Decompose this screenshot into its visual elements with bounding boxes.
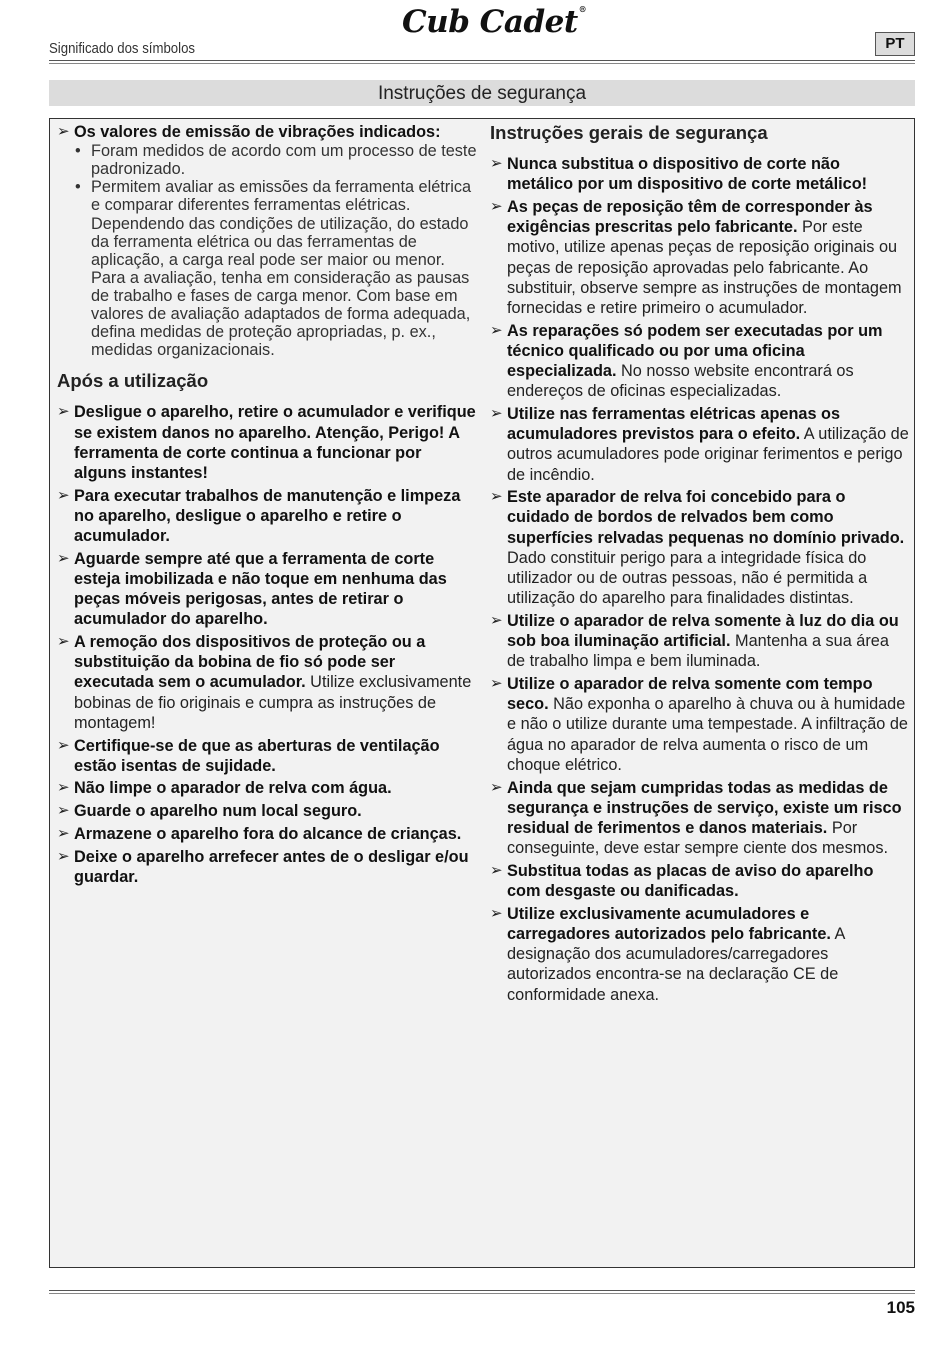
safety-item-bold: Utilize exclusivamente acumuladores e carregadores autorizados pelo fabricante. (507, 904, 831, 944)
safety-item-text: Não exponha o aparelho à chuva ou à humidade e não o utilize durante uma tempestade. A infiltração de água no aparador de relva aumenta o risco de um choque elétrico. (507, 695, 908, 774)
arrow-bullet-icon: ➢ (490, 404, 503, 422)
arrow-bullet-icon: ➢ (57, 633, 70, 651)
safety-item-bold: As peças de reposição têm de corresponder às exigências prescritas pelo fabricante. (507, 197, 873, 237)
registered-mark: ® (578, 4, 587, 14)
arrow-bullet-icon: ➢ (490, 904, 503, 922)
header-subtitle: Significado dos símbolos (49, 40, 196, 57)
arrow-bullet-icon: ➢ (57, 549, 70, 567)
safety-item-text: A utilização de outros acumuladores pode originar ferimentos e perigo de incêndio. (507, 425, 909, 484)
safety-item-bold: Desligue o aparelho, retire o acumulador e verifique se existem danos no aparelho. Atenção, Perigo! A ferramenta de corte continua a funcionar por alguns instantes! (74, 403, 476, 482)
safety-item (57, 824, 477, 844)
safety-item (490, 154, 910, 194)
brand-logo (402, 4, 586, 40)
safety-item (490, 778, 910, 859)
safety-item-bold: Certifique-se de que as aberturas de ventilação estão isentas de sujidade. (74, 736, 440, 775)
arrow-bullet-icon: ➢ (490, 778, 503, 796)
safety-item-bold: Aguarde sempre até que a ferramenta de corte esteja imobilizada e não toque em nenhuma das peças móveis perigosas, antes de retirar o acumulador do aparelho. (74, 549, 447, 629)
arrow-bullet-icon: ➢ (490, 488, 503, 506)
safety-item (490, 197, 910, 318)
header-rule (49, 60, 915, 61)
safety-item (490, 611, 910, 672)
left-column (57, 122, 477, 890)
safety-item-bold: Nunca substitua o dispositivo de corte não metálico por um dispositivo de corte metálico! (507, 155, 868, 194)
safety-item-bold: Guarde o aparelho num local seguro. (74, 802, 362, 821)
content-box (49, 118, 915, 1268)
safety-item (490, 487, 910, 608)
arrow-bullet-icon: ➢ (57, 824, 70, 842)
vibration-intro: Os valores de emissão de vibrações indicados: (74, 123, 441, 141)
arrow-bullet-icon: ➢ (57, 486, 70, 504)
safety-item (57, 632, 477, 733)
arrow-bullet-icon: ➢ (57, 736, 70, 754)
arrow-bullet-icon: ➢ (57, 123, 70, 140)
bullet-text: Foram medidos de acordo com um processo de teste padronizado. (91, 142, 477, 179)
safety-item (490, 404, 910, 485)
after-use-heading: Após a utilização (57, 370, 209, 392)
safety-item-text: Por este motivo, utilize apenas peças de reposição originais ou peças de reposição aprovadas pelo fabricante. Ao substituir, observe sempre as instruções de montagem fornecidas e retire primeiro o acumulador. (507, 218, 902, 317)
general-safety-heading: Instruções gerais de segurança (490, 122, 768, 143)
arrow-bullet-icon: ➢ (490, 611, 503, 629)
safety-item-text: A designação dos acumuladores/carregadores autorizados encontra-se na declaração CE de conformidade anexa. (507, 925, 845, 1004)
safety-item (57, 847, 477, 887)
safety-item (57, 549, 477, 630)
arrow-bullet-icon: ➢ (57, 779, 70, 797)
safety-item-bold: As reparações só podem ser executadas por um técnico qualificado ou por uma oficina especializada. (507, 321, 883, 381)
safety-item (490, 861, 910, 901)
safety-item (57, 486, 477, 547)
safety-item (490, 904, 910, 1005)
safety-item-bold: Ainda que sejam cumpridas todas as medidas de segurança e instruções de serviço, existe um risco residual de ferimentos e danos materiais. (507, 778, 902, 837)
safety-item (57, 778, 477, 798)
footer-rule-thin (49, 1293, 915, 1294)
safety-item (57, 736, 477, 776)
safety-item-bold: Armazene o aparelho fora do alcance de crianças. (74, 824, 462, 843)
arrow-bullet-icon: ➢ (57, 403, 70, 421)
arrow-bullet-icon: ➢ (490, 861, 503, 879)
safety-item-text: Utilize exclusivamente bobinas de fio originais e cumpra as instruções de montagem! (74, 673, 472, 732)
dot-bullet-icon: • (75, 142, 81, 161)
section-title: Instruções de segurança (49, 80, 915, 106)
arrow-bullet-icon: ➢ (490, 675, 503, 693)
safety-item-bold: Deixe o aparelho arrefecer antes de o desligar e/ou guardar. (74, 847, 469, 886)
safety-item (490, 674, 910, 775)
safety-item (490, 321, 910, 402)
safety-item-bold: Utilize nas ferramentas elétricas apenas os acumuladores previstos para o efeito. (507, 404, 841, 444)
brand-logo-text: Cub Cadet (402, 4, 578, 40)
header-rule-thin (49, 63, 915, 64)
arrow-bullet-icon: ➢ (57, 847, 70, 865)
arrow-bullet-icon: ➢ (490, 197, 503, 215)
safety-item-bold: Não limpe o aparador de relva com água. (74, 779, 392, 798)
arrow-bullet-icon: ➢ (490, 321, 503, 339)
safety-item-bold: Para executar trabalhos de manutenção e limpeza no aparelho, desligue o aparelho e retire o acumulador. (74, 486, 461, 546)
bullet-text: Permitem avaliar as emissões da ferramenta elétrica e comparar diferentes ferramentas elétricas. Dependendo das condições de utilização, do estado da ferramenta elétrica ou das ferramentas de aplicação, a carga real pode ser maior ou menor. Para a avaliação, tenha em consideração as pausas de trabalho e fases de carga menor. Com base em valores de avaliação adaptados de forma adequada, defina medidas de proteção apropriadas, p. ex., medidas organizacionais. (91, 178, 472, 360)
bullet-item (57, 142, 477, 178)
safety-item-text: Por conseguinte, deve estar sempre ciente dos mesmos. (507, 819, 888, 858)
safety-item-bold: A remoção dos dispositivos de proteção ou a substituição da bobina de fio só pode ser executada sem o acumulador. (74, 633, 426, 692)
footer-rule (49, 1290, 915, 1291)
dot-bullet-icon: • (75, 178, 81, 197)
safety-item-text: Mantenha a sua área de trabalho limpa e bem iluminada. (507, 632, 889, 671)
safety-item (57, 402, 477, 483)
right-column (490, 122, 910, 1007)
language-badge: PT (875, 32, 915, 56)
bullet-item (57, 178, 477, 359)
arrow-bullet-icon: ➢ (490, 155, 503, 172)
safety-item-text: No nosso website encontrará os endereços de oficinas especializadas. (507, 362, 854, 401)
safety-item-bold: Substitua todas as placas de aviso do aparelho com desgaste ou danificadas. (507, 861, 874, 901)
safety-item-bold: Utilize o aparador de relva somente com tempo seco. (507, 675, 873, 714)
page-number: 105 (886, 1298, 915, 1317)
safety-item-text: Dado constituir perigo para a integridade física do utilizador ou de outras pessoas, não é permitida a utilização do aparelho para finalidades distintas. (507, 548, 868, 608)
safety-item (57, 801, 477, 821)
arrow-bullet-icon: ➢ (57, 802, 70, 820)
safety-item-bold: Utilize o aparador de relva somente à luz do dia ou sob boa iluminação artificial. (507, 611, 899, 651)
safety-item-bold: Este aparador de relva foi concebido para o cuidado de bordos de relvados bem como superfícies relvadas pequenas no domínio privado. (507, 488, 905, 547)
list-item (57, 122, 477, 142)
